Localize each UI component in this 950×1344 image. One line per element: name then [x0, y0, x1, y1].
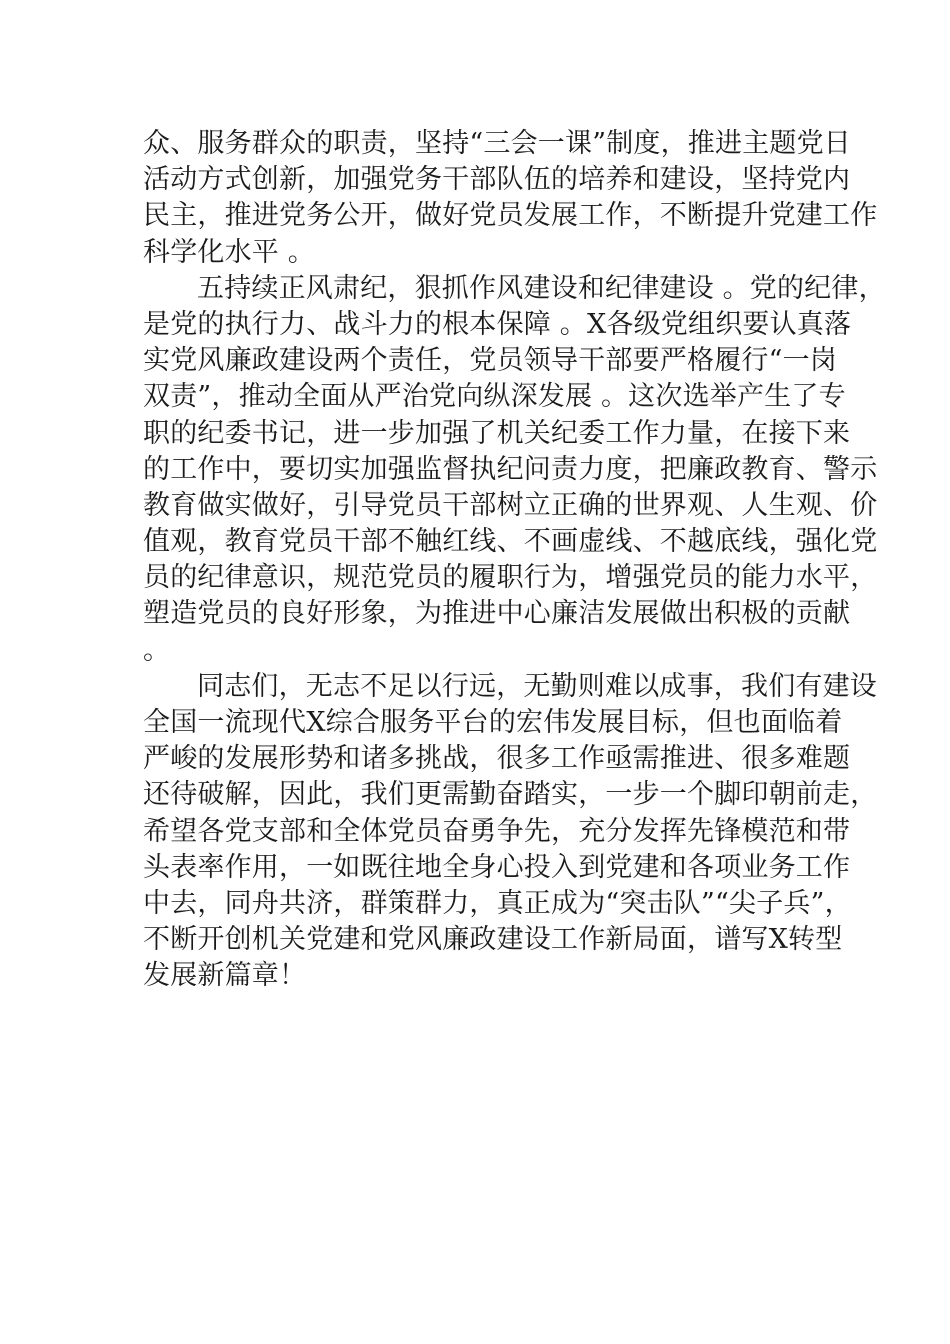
text-line: 员的纪律意识，规范党员的履职行为，增强党员的能力水平， — [143, 562, 878, 594]
text-line: 中去，同舟共济，群策群力，真正成为“突击队”“尖子兵”， — [143, 887, 852, 919]
text-line: 发展新篇章！ — [143, 960, 307, 992]
paragraph-first-line: 五持续正风肃纪，狠抓作风建设和纪律建设 。党的纪律， — [197, 272, 886, 304]
text-line: 全国一流现代X综合服务平台的宏伟发展目标，但也面临着 — [143, 707, 843, 738]
text-line: 还待破解，因此，我们更需勤奋踏实，一步一个脚印朝前走， — [143, 779, 878, 811]
text-line: 活动方式创新，加强党务干部队伍的培养和建设，坚持党内 — [143, 164, 851, 196]
text-line: 希望各党支部和全体党员奋勇争先，充分发挥先锋模范和带 — [143, 815, 851, 847]
text-line: 是党的执行力、战斗力的根本保障 。X各级党组织要认真落 — [143, 308, 852, 340]
text-line: 实党风廉政建设两个责任，党员领导干部要严格履行“一岗 — [143, 345, 838, 377]
text-line: 众、服务群众的职责，坚持“三会一课”制度，推进主题党日 — [143, 128, 852, 159]
paragraph-first-line: 同志们，无志不足以行远，无勤则难以成事，我们有建设 — [197, 670, 877, 702]
text-line: 严峻的发展形势和诸多挑战，很多工作亟需推进、很多难题 — [143, 743, 851, 775]
text-line: 科学化水平 。 — [143, 236, 315, 268]
text-line: 双责”，推动全面从严治党向纵深发展 。这次选举产生了专 — [143, 381, 846, 413]
text-line: 值观，教育党员干部不触红线、不画虚线、不越底线，强化党 — [143, 526, 878, 558]
text-line: 民主，推进党务公开，做好党员发展工作，不断提升党建工作 — [143, 200, 878, 232]
document-body — [143, 126, 886, 995]
text-line: 职的纪委书记，进一步加强了机关纪委工作力量，在接下来 — [143, 417, 851, 449]
text-line: 。 — [143, 634, 171, 666]
text-line: 教育做实做好，引导党员干部树立正确的世界观、人生观、价 — [143, 489, 878, 521]
text-line: 塑造党员的良好形象，为推进中心廉洁发展做出积极的贡献 — [143, 598, 851, 630]
text-line: 的工作中，要切实加强监督执纪问责力度，把廉政教育、警示 — [143, 453, 878, 485]
text-line: 头表率作用，一如既往地全身心投入到党建和各项业务工作 — [143, 851, 851, 883]
text-line: 不断开创机关党建和党风廉政建设工作新局面，谱写X转型 — [143, 924, 843, 956]
